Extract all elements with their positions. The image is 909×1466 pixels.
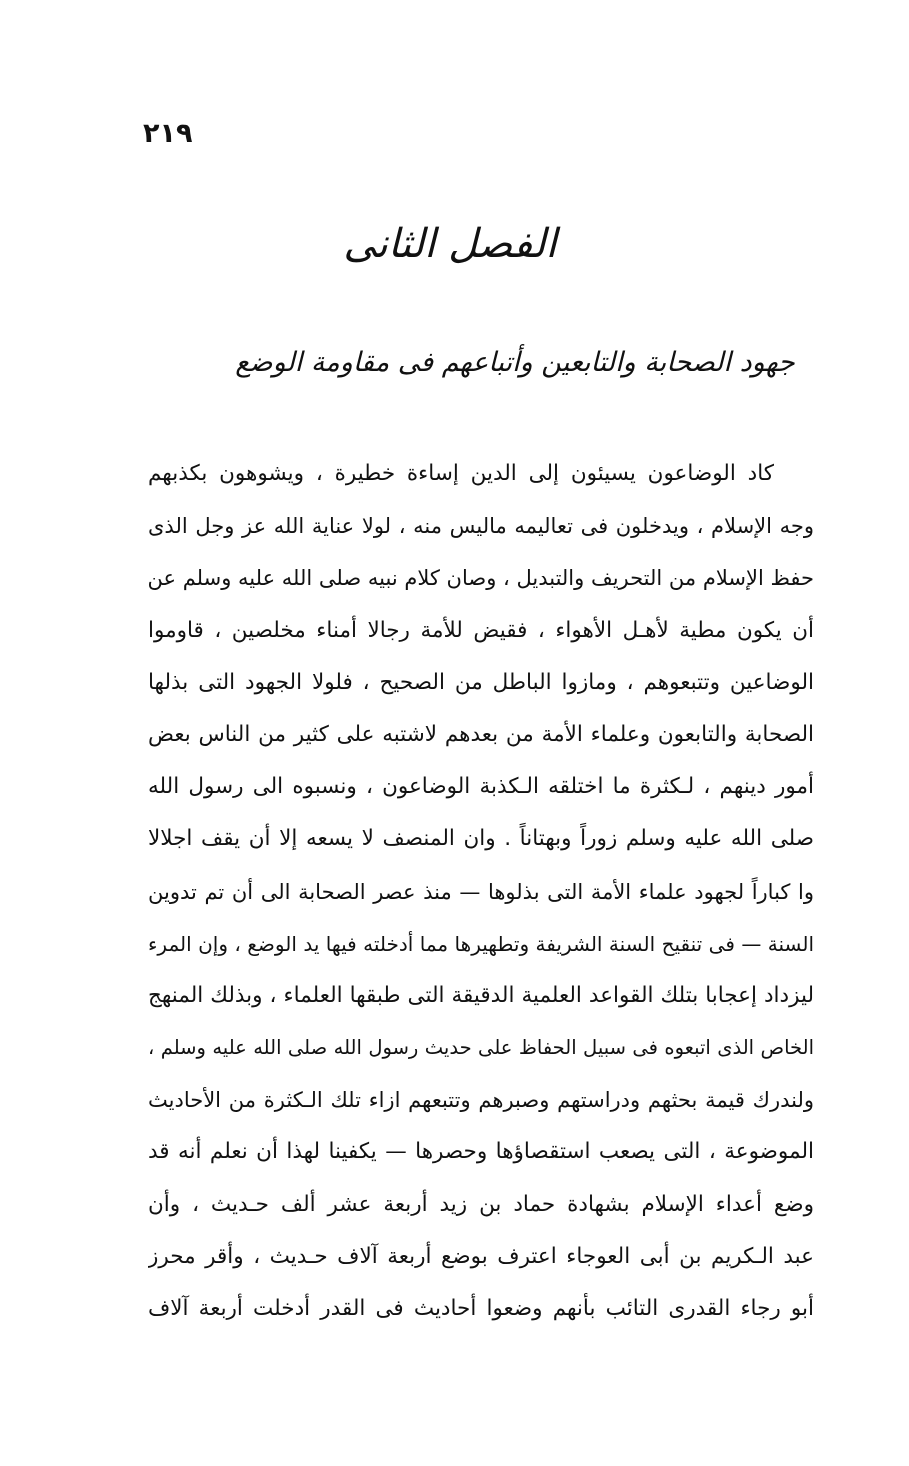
- body-line: أن يكون مطية لأهـل الأهواء ، فقيض للأمة رجالا أمناء مخلصين ، قاوموا: [148, 617, 814, 643]
- body-line: السنة — فى تنقيح السنة الشريفة وتطهيرها مما أدخلته فيها يد الوضع ، وإن المرء: [148, 931, 814, 956]
- body-line: وجه الإسلام ، ويدخلون فى تعاليمه ماليس منه ، لولا عناية الله عز وجل الذى: [148, 514, 814, 539]
- body-line: حفظ الإسلام من التحريف والتبديل ، وصان كلام نبيه صلى الله عليه وسلم عن: [148, 566, 814, 591]
- body-line: الوضاعين وتتبعوهم ، ومازوا الباطل من الصحيح ، فلولا الجهود التى بذلها: [148, 669, 814, 695]
- body-line: صلى الله عليه وسلم زوراً وبهتاناً . وان المنصف لا يسعه إلا أن يقف اجلالا: [148, 826, 814, 852]
- chapter-heading: الفصل الثانى: [343, 221, 557, 267]
- body-line: أبو رجاء القدرى التائب بأنهم وضعوا أحاديث فى القدر أدخلت أربعة آلاف: [148, 1296, 814, 1321]
- body-line: ليزداد إعجابا بتلك القواعد العلمية الدقيقة التى طبقها العلماء ، وبذلك المنهج: [148, 982, 814, 1008]
- chapter-title: جهود الصحابة والتابعين وأتباعهم فى مقاومة الوضع: [235, 347, 795, 378]
- body-paragraph: [148, 448, 814, 1335]
- body-line: الموضوعة ، التى يصعب استقصاؤها وحصرها — يكفينا لهذا أن نعلم أنه قد: [148, 1139, 814, 1165]
- body-line: الخاص الذى اتبعوه فى سبيل الحفاظ على حديث رسول الله صلى الله عليه وسلم ،: [148, 1036, 814, 1060]
- body-line: الصحابة والتابعون وعلماء الأمة من بعدهم لاشتبه على كثير من الناس بعض: [148, 721, 814, 747]
- page-number: ٢١٩: [143, 118, 193, 149]
- body-line: عبد الـكريم بن أبى العوجاء اعترف بوضع أربعة آلاف حـديث ، وأقر محرز: [148, 1243, 814, 1269]
- body-line: كاد الوضاعون يسيئون إلى الدين إساءة خطيرة ، ويشوهون بكذبهم: [148, 461, 774, 486]
- body-line: أمور دينهم ، لـكثرة ما اختلقه الـكذبة الوضاعون ، ونسبوه الى رسول الله: [148, 774, 814, 800]
- body-line: ولندرك قيمة بحثهم ودراستهم وصبرهم وتتبعهم ازاء تلك الـكثرة من الأحاديث: [148, 1088, 814, 1113]
- body-line: وا كباراً لجهود علماء الأمة التى بذلوها — منذ عصر الصحابة الى أن تم تدوين: [148, 879, 814, 904]
- body-line: وضع أعداء الإسلام بشهادة حماد بن زيد أربعة عشر ألف حـديث ، وأن: [148, 1191, 814, 1217]
